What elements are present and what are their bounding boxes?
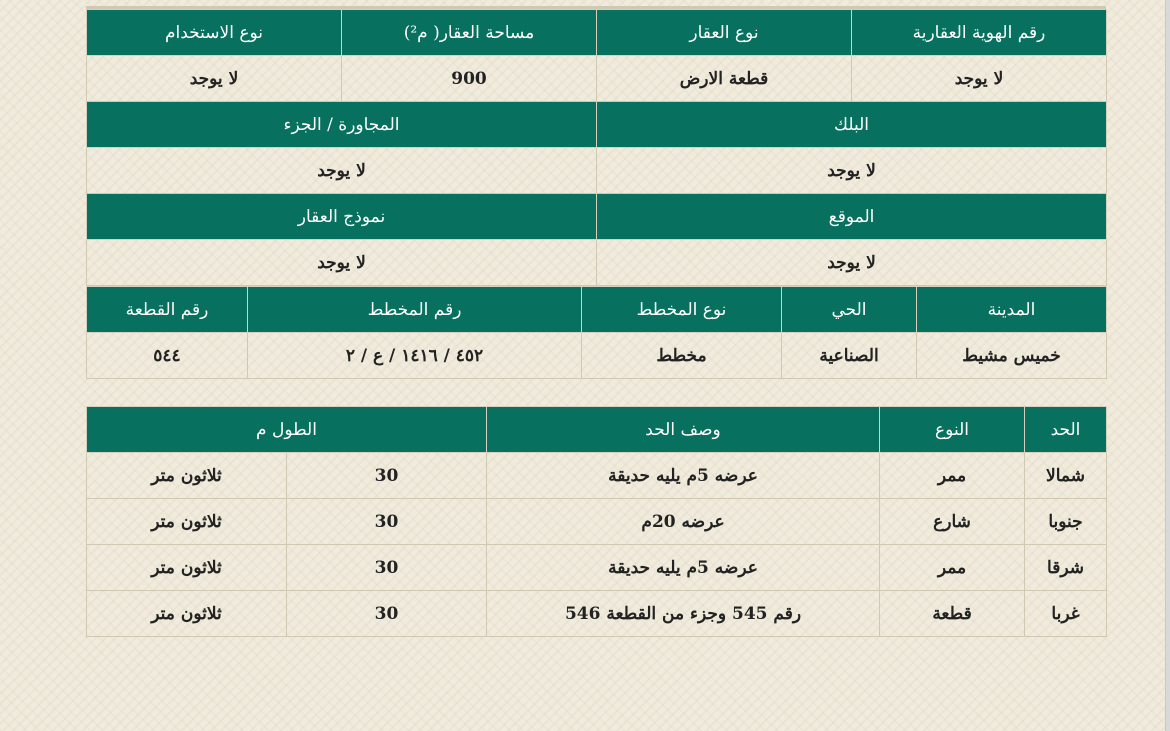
boundary-description: عرضه 5م يليه حديقة [487, 545, 880, 591]
header-neighborhood-part: المجاورة / الجزء [87, 102, 597, 148]
value-plan-number: ٤٥٢ / ١٤١٦ / ع / ٢ [248, 333, 582, 379]
boundary-side: غربا [1025, 591, 1107, 637]
boundary-side: جنوبا [1025, 499, 1107, 545]
plan-header-row [87, 287, 1107, 333]
boundary-length: 30 [287, 591, 487, 637]
value-property-id: لا يوجد [852, 56, 1107, 102]
header-boundary: الحد [1025, 407, 1107, 453]
header-plan-type: نوع المخطط [582, 287, 782, 333]
header-property-model: نموذج العقار [87, 194, 597, 240]
boundary-length: 30 [287, 453, 487, 499]
value-district: الصناعية [782, 333, 917, 379]
boundary-length: 30 [287, 499, 487, 545]
value-plan-type: مخطط [582, 333, 782, 379]
plan-info-table [86, 286, 1107, 379]
value-property-type: قطعة الارض [597, 56, 852, 102]
header-usage-type: نوع الاستخدام [87, 10, 342, 56]
boundary-length-text: ثلاثون متر [87, 591, 287, 637]
boundary-length-text: ثلاثون متر [87, 499, 287, 545]
value-property-area: 900 [342, 56, 597, 102]
value-location: لا يوجد [597, 240, 1107, 286]
boundary-type: شارع [880, 499, 1025, 545]
header-length: الطول م [87, 407, 487, 453]
value-city: خميس مشيط [917, 333, 1107, 379]
boundary-side: شرقا [1025, 545, 1107, 591]
value-property-model: لا يوجد [87, 240, 597, 286]
header-city: المدينة [917, 287, 1107, 333]
value-plot-number: ٥٤٤ [87, 333, 248, 379]
boundary-length-text: ثلاثون متر [87, 453, 287, 499]
value-neighborhood-part: لا يوجد [87, 148, 597, 194]
plan-value-row [87, 333, 1107, 379]
value-block: لا يوجد [597, 148, 1107, 194]
header-block: البلك [597, 102, 1107, 148]
boundary-side: شمالا [1025, 453, 1107, 499]
property-header-row-2 [87, 102, 1107, 148]
boundaries-table [86, 406, 1107, 637]
header-plan-number: رقم المخطط [248, 287, 582, 333]
table-row [87, 545, 1107, 591]
boundary-type: ممر [880, 453, 1025, 499]
property-info-table [86, 9, 1107, 286]
header-property-area: مساحة العقار( م²) [342, 10, 597, 56]
header-location: الموقع [597, 194, 1107, 240]
property-value-row-2 [87, 148, 1107, 194]
boundary-type: قطعة [880, 591, 1025, 637]
value-usage-type: لا يوجد [87, 56, 342, 102]
property-header-row-1 [87, 10, 1107, 56]
property-value-row-3 [87, 240, 1107, 286]
header-boundary-description: وصف الحد [487, 407, 880, 453]
boundary-description: عرضه 20م [487, 499, 880, 545]
header-district: الحي [782, 287, 917, 333]
boundary-type: ممر [880, 545, 1025, 591]
header-property-id: رقم الهوية العقارية [852, 10, 1107, 56]
table-row [87, 499, 1107, 545]
header-property-type: نوع العقار [597, 10, 852, 56]
boundary-description: رقم 545 وجزء من القطعة 546 [487, 591, 880, 637]
property-header-row-3 [87, 194, 1107, 240]
boundary-length-text: ثلاثون متر [87, 545, 287, 591]
property-value-row-1 [87, 56, 1107, 102]
boundary-description: عرضه 5م يليه حديقة [487, 453, 880, 499]
boundary-length: 30 [287, 545, 487, 591]
table-row [87, 453, 1107, 499]
header-plot-number: رقم القطعة [87, 287, 248, 333]
boundaries-header-row [87, 407, 1107, 453]
scrollbar-edge[interactable] [1165, 0, 1170, 731]
header-boundary-type: النوع [880, 407, 1025, 453]
table-row [87, 591, 1107, 637]
